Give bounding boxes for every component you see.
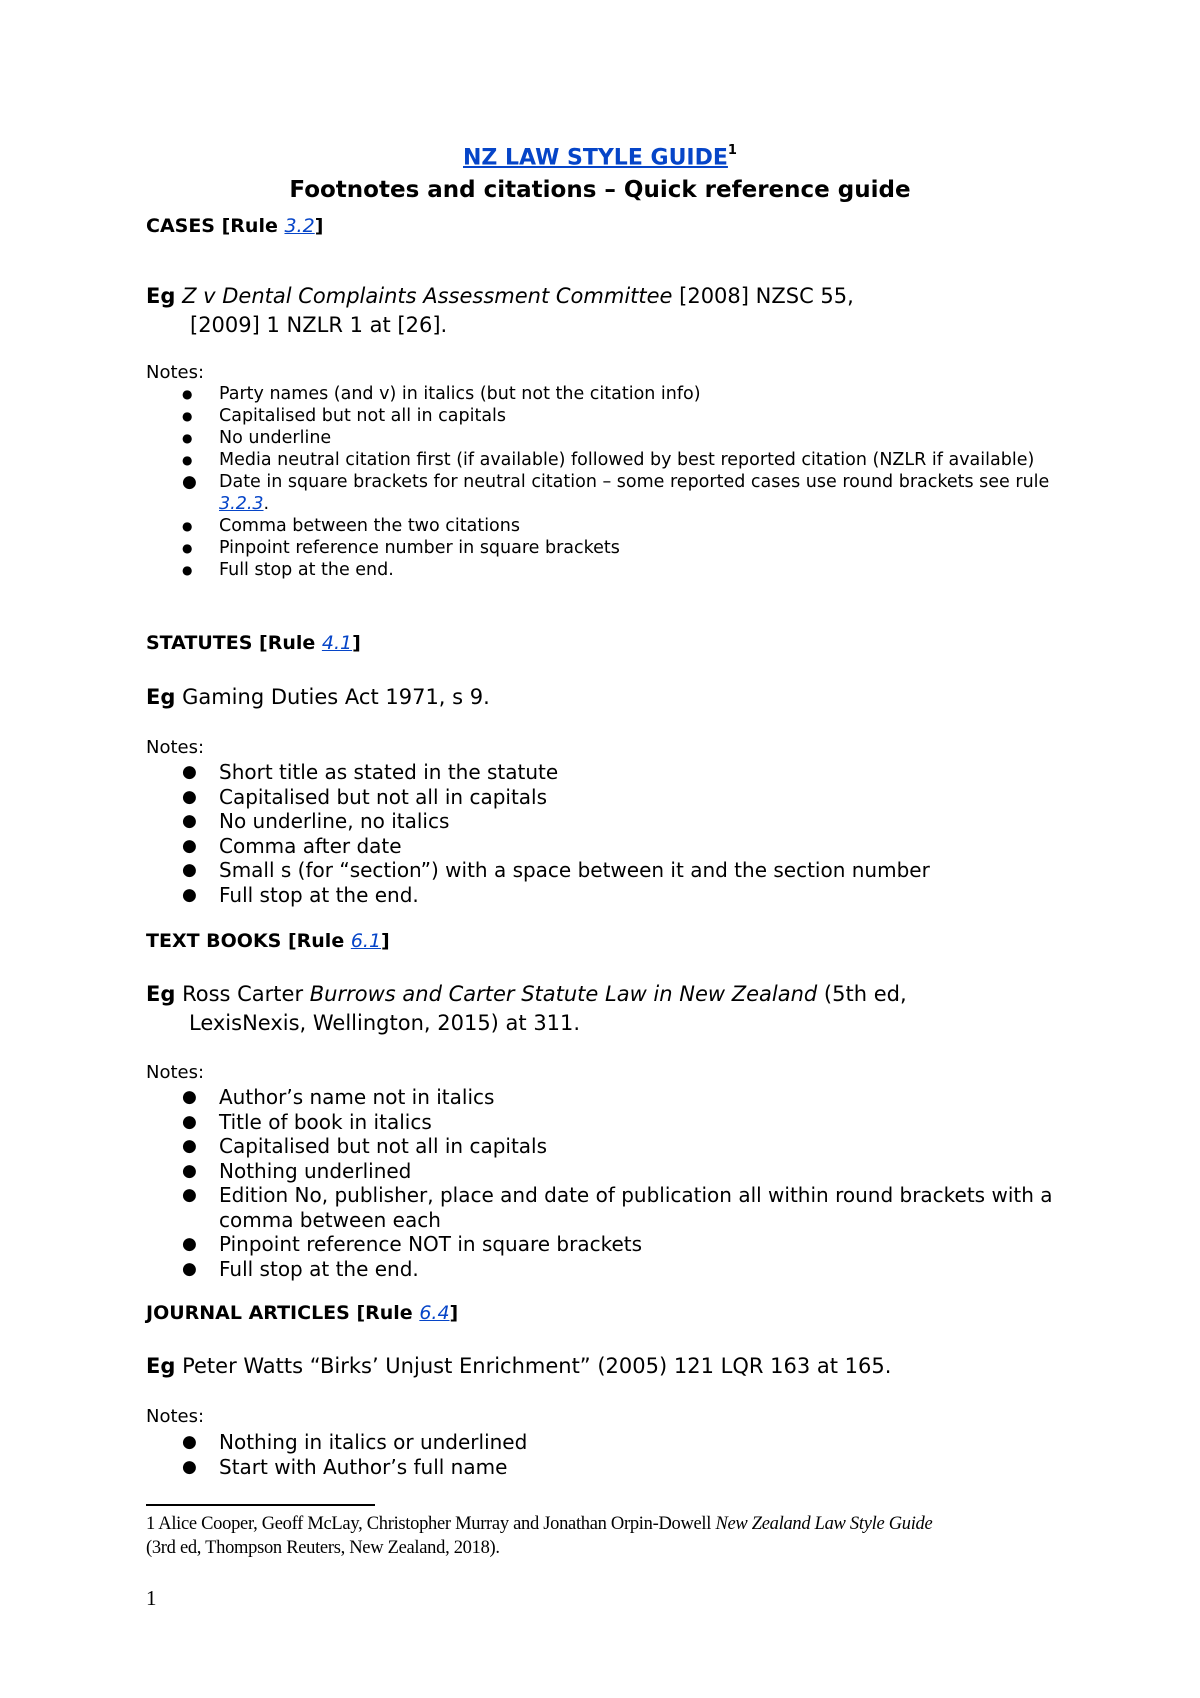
textbooks-eg-label: Eg bbox=[146, 982, 176, 1006]
textbooks-eg-edition: (5th ed, bbox=[817, 982, 907, 1006]
bullet: ● bbox=[182, 762, 197, 782]
textbooks-eg-author: Ross Carter bbox=[182, 982, 310, 1006]
page-title bbox=[0, 145, 1200, 170]
statutes-heading-text: STATUTES [Rule bbox=[146, 632, 322, 654]
note-text: Comma after date bbox=[219, 833, 402, 858]
statutes-heading bbox=[146, 632, 361, 654]
list-item bbox=[146, 471, 1066, 515]
list-item bbox=[146, 1257, 1066, 1282]
note-text: Capitalised but not all in capitals bbox=[219, 406, 507, 426]
note-text: Media neutral citation first (if available) followed by best reported citation (NZLR if available) bbox=[219, 450, 1035, 470]
bullet: ● bbox=[182, 387, 193, 401]
cases-notes-list bbox=[146, 383, 1066, 581]
statutes-notes-list bbox=[146, 760, 1066, 907]
list-item bbox=[146, 883, 1066, 908]
note-text: Capitalised but not all in capitals bbox=[219, 784, 548, 809]
textbooks-heading-close: ] bbox=[381, 930, 390, 952]
statutes-notes-label: Notes: bbox=[146, 737, 205, 758]
bullet: ● bbox=[182, 1087, 197, 1107]
journals-eg-text: Peter Watts “Birks’ Unjust Enrichment” (2005) 121 LQR 163 at 165. bbox=[182, 1354, 892, 1378]
cases-heading bbox=[146, 215, 323, 237]
footnote-number: 1 bbox=[146, 1514, 155, 1534]
list-item bbox=[146, 559, 1066, 581]
note-text: Date in square brackets for neutral citation – some reported cases use round brackets see rule bbox=[219, 472, 1050, 492]
list-item bbox=[146, 427, 1066, 449]
note-text: Capitalised but not all in capitals bbox=[219, 1134, 548, 1158]
journals-rule-link[interactable]: 6.4 bbox=[419, 1302, 450, 1324]
bullet: ● bbox=[182, 519, 193, 533]
bullet: ● bbox=[182, 786, 197, 807]
bullet: ● bbox=[182, 541, 193, 555]
cases-notes-label: Notes: bbox=[146, 362, 205, 383]
note-text: Full stop at the end. bbox=[219, 560, 394, 580]
note-text: No underline bbox=[219, 428, 332, 448]
note-text: Full stop at the end. bbox=[219, 882, 419, 907]
note-text: Nothing underlined bbox=[219, 1158, 412, 1183]
bullet: ● bbox=[182, 884, 197, 905]
textbooks-eg-title: Burrows and Carter Statute Law in New Zealand bbox=[309, 982, 818, 1006]
statutes-heading-close: ] bbox=[352, 632, 361, 654]
list-item bbox=[146, 785, 1066, 810]
bullet: ● bbox=[182, 811, 197, 831]
bullet: ● bbox=[182, 409, 193, 423]
bullet: ● bbox=[182, 1456, 197, 1477]
bullet: ● bbox=[182, 1432, 197, 1452]
journals-eg-label: Eg bbox=[146, 1354, 176, 1378]
style-guide-link[interactable]: NZ LAW STYLE GUIDE bbox=[463, 145, 728, 171]
bullet: ● bbox=[182, 431, 193, 445]
textbooks-rule-link[interactable]: 6.1 bbox=[350, 930, 382, 952]
textbooks-heading-text: TEXT BOOKS [Rule bbox=[146, 930, 351, 952]
list-item bbox=[146, 515, 1066, 537]
note-text: Nothing in italics or underlined bbox=[219, 1430, 528, 1454]
footnote-book-title: New Zealand Law Style Guide bbox=[715, 1514, 933, 1534]
cases-eg-label: Eg bbox=[146, 284, 176, 308]
rule-3-2-3-link[interactable]: 3.2.3 bbox=[219, 494, 264, 514]
note-text: Pinpoint reference NOT in square brackets bbox=[219, 1232, 643, 1256]
journals-heading bbox=[146, 1302, 458, 1324]
note-text: No underline, no italics bbox=[219, 809, 450, 833]
note-text-end: . bbox=[263, 494, 270, 514]
list-item bbox=[146, 1110, 1066, 1135]
cases-eg-citation: [2008] NZSC 55, bbox=[672, 284, 854, 308]
note-text: Start with Author’s full name bbox=[219, 1454, 508, 1479]
bullet: ● bbox=[182, 453, 193, 467]
textbooks-eg-line2: LexisNexis, Wellington, 2015) at 311. bbox=[189, 1011, 581, 1035]
statutes-rule-link[interactable]: 4.1 bbox=[321, 632, 353, 654]
bullet: ● bbox=[182, 1185, 197, 1205]
cases-eg-party-names: Z v Dental Complaints Assessment Committee bbox=[182, 284, 673, 308]
textbooks-notes-list bbox=[146, 1085, 1066, 1281]
list-item bbox=[146, 1183, 1066, 1232]
textbooks-example bbox=[146, 980, 1046, 1038]
list-item bbox=[146, 858, 1066, 883]
list-item bbox=[146, 1085, 1066, 1110]
list-item bbox=[146, 834, 1066, 859]
journals-notes-list bbox=[146, 1430, 1066, 1479]
bullet: ● bbox=[182, 472, 197, 492]
bullet: ● bbox=[182, 1160, 197, 1181]
statutes-eg-text: Gaming Duties Act 1971, s 9. bbox=[182, 685, 490, 709]
note-text: Comma between the two citations bbox=[219, 516, 520, 536]
page-subtitle: Footnotes and citations – Quick reference guide bbox=[289, 177, 911, 203]
footnote bbox=[146, 1512, 1066, 1560]
list-item bbox=[146, 537, 1066, 559]
note-text: Edition No, publisher, place and date of publication all within round brackets with a comma between each bbox=[219, 1183, 1053, 1232]
list-item bbox=[146, 1232, 1066, 1257]
journals-heading-close: ] bbox=[449, 1302, 459, 1324]
cases-heading-text: CASES [Rule bbox=[146, 215, 285, 237]
list-item bbox=[146, 1455, 1066, 1480]
list-item bbox=[146, 1134, 1066, 1159]
note-text: Short title as stated in the statute bbox=[219, 760, 559, 784]
bullet: ● bbox=[182, 1136, 197, 1156]
list-item bbox=[146, 383, 1066, 405]
footnote-separator bbox=[146, 1504, 375, 1506]
footnote-text-line2: (3rd ed, Thompson Reuters, New Zealand, 2018). bbox=[146, 1538, 500, 1558]
list-item bbox=[146, 809, 1066, 834]
page-number: 1 bbox=[146, 1586, 157, 1610]
footnote-text: Alice Cooper, Geoff McLay, Christopher Murray and Jonathan Orpin-Dowell bbox=[154, 1514, 716, 1534]
note-text: Pinpoint reference number in square brackets bbox=[219, 538, 620, 558]
cases-example bbox=[146, 282, 1046, 340]
statutes-example bbox=[146, 683, 1046, 712]
textbooks-notes-label: Notes: bbox=[146, 1062, 205, 1083]
note-text: Author’s name not in italics bbox=[219, 1085, 495, 1109]
textbooks-heading bbox=[146, 930, 390, 952]
list-item bbox=[146, 1159, 1066, 1184]
bullet: ● bbox=[182, 1234, 197, 1254]
cases-rule-link[interactable]: 3.2 bbox=[284, 215, 315, 237]
bullet: ● bbox=[182, 835, 197, 856]
journals-example bbox=[146, 1352, 1046, 1381]
bullet: ● bbox=[182, 860, 197, 880]
journals-heading-text: JOURNAL ARTICLES [Rule bbox=[146, 1302, 420, 1324]
note-text: Party names (and v) in italics (but not the citation info) bbox=[219, 384, 701, 404]
list-item bbox=[146, 449, 1066, 471]
note-text: Full stop at the end. bbox=[219, 1256, 419, 1281]
cases-heading-close: ] bbox=[314, 215, 324, 237]
note-text: Small s (for “section”) with a space between it and the section number bbox=[219, 858, 930, 882]
footnote-ref[interactable]: 1 bbox=[727, 143, 737, 158]
list-item bbox=[146, 1430, 1066, 1455]
journals-notes-label: Notes: bbox=[146, 1406, 205, 1427]
bullet: ● bbox=[182, 563, 193, 577]
bullet: ● bbox=[182, 1258, 197, 1279]
cases-eg-citation-line2: [2009] 1 NZLR 1 at [26]. bbox=[190, 313, 448, 337]
statutes-eg-label: Eg bbox=[146, 685, 176, 709]
list-item bbox=[146, 760, 1066, 785]
note-text: Title of book in italics bbox=[219, 1109, 432, 1134]
bullet: ● bbox=[182, 1111, 197, 1132]
list-item bbox=[146, 405, 1066, 427]
